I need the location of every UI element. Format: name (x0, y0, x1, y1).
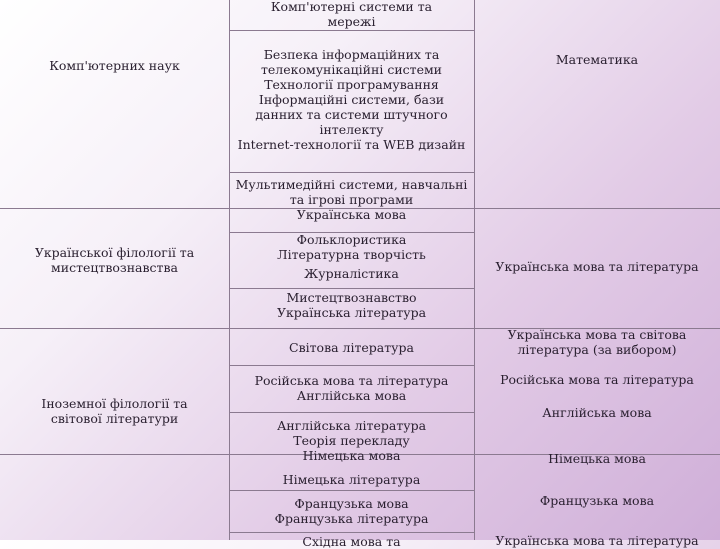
specialty-cell: Французька мова Французька література (274, 496, 429, 526)
specialty-cell: Мистецтвознавство Українська література (276, 290, 427, 320)
specialty-cell: Фольклористика Літературна творчість (277, 232, 426, 262)
grid-line (229, 30, 474, 31)
specialty-cell: Комп'ютерні системи та мережі (270, 0, 433, 29)
specialty-cell: Російська мова та література Англійська мова (254, 373, 449, 403)
specialty-cell: Журналістика (304, 265, 399, 281)
subject-cell: Англійська мова (542, 404, 652, 420)
subject-cell: Українська мова та світова література (за вибором) (507, 327, 687, 357)
subject-cell: Математика (555, 51, 639, 67)
grid-line (229, 365, 474, 366)
faculty-cell: Іноземної філології та світової літератури (41, 396, 188, 426)
subject-cell: Французька мова (539, 492, 655, 508)
specialty-cell: Англійська література Теорія перекладу Німецька мова (276, 417, 427, 463)
grid-line (229, 172, 474, 173)
specialty-cell: Мультимедійні системи, навчальні та ігрові програми Українська мова (235, 176, 468, 222)
faculty-cell: Української філології та мистецтвознавства (34, 245, 195, 275)
subject-cell: Українська мова та література (495, 532, 699, 548)
specialty-cell: Німецька література (282, 471, 421, 487)
grid-line (229, 412, 474, 413)
faculty-cell: Комп'ютерних наук (49, 57, 180, 73)
specialty-cell: Східна мова та (302, 533, 401, 549)
subject-cell: Російська мова та література (500, 371, 694, 387)
grid-line (229, 490, 474, 491)
subject-cell: Німецька мова (548, 450, 646, 466)
subject-cell: Українська мова та література (495, 258, 699, 274)
specialty-cell: Безпека інформаційних та телекомунікаційні системи Технології програмування Інформаційні системи, бази данних та системи штучного інтелекту Internet-технології та WEB дизайн (237, 46, 466, 152)
specialty-cell: Світова література (289, 339, 414, 355)
